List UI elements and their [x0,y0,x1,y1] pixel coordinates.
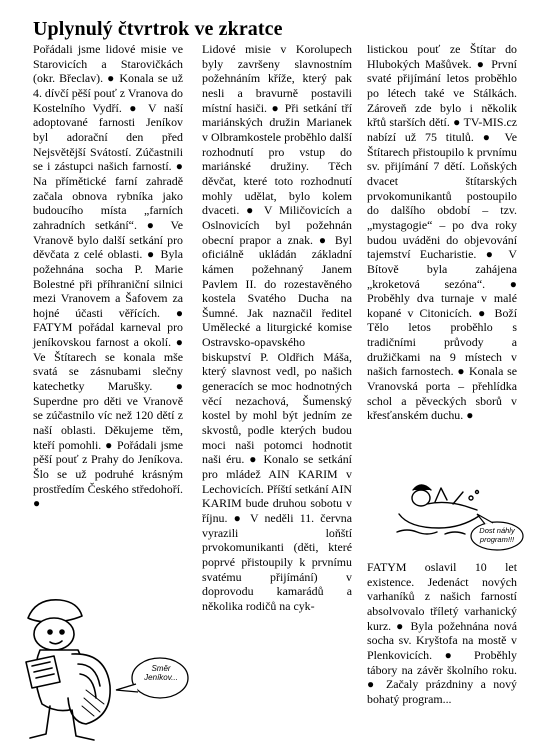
boat-speech-bubble: Dost náhly program!!! [479,526,515,544]
boat-cartoon [395,470,525,555]
page-title: Uplynulý čtvrtrok ve zkratce [33,18,283,40]
column-2-text: Lidové misie v Korolupech byly završeny slavnostním požehnáním kříže, který pak nesli a bravurně postavili místní hasiči. ● Při setkání tří mariánských družin Marianek v Olbramkostele proběhlo další rozhodnutí pro vstup do mariánské družiny. Těch děvčat, které toto rozhodnutí mohly udělat, bylo kolem dvaceti. ● V Miličovicích a Oslnovicích byl požehnán obecní prapor a znak. ● Byl oficiálně ukládán základní kámen požehnaný Janem Pavlem II. do rozestavěného kostela Svatého Ducha na Šumné. Jak naznačil ředitel Umělecké a liturgické komise Ostravsko-opavského biskupství P. Oldřich Máša, který slavnost vedl, po našich generacích se moc hodnotných věcí nezachová, Šumenský kostel by mohl být jedním ze skvostů, podle kterých budou moci naši potomci hodnotit naši éru. ● Konalo se setkání pro mládež AIN KARIM v Lechovicích. Příští setkání AIN KARIM bude druhou sobotu v říjnu. ● V neděli 11. června vyrazili loňští prvokomunikanti (děti, které poprvé přistoupily k prvnímu svatému přijímání) v doprovodu kamarádů a několika rodičů na cyk- [202,42,352,613]
hiker-speech-bubble: Směr Jeníkov... [144,664,178,682]
column-3-bottom-text: FATYM oslavil 10 let existence. Jedenáct nových varhaníků z našich farností absolvovalo tříletý varhanický kurz. ● Byla požehnána nová socha sv. Kryštofa na mostě v Plenkovicích. ● Proběhly tábory na závěr školního roku. ● Začaly prázdniny a nový bohatý program... [367,560,517,706]
column-1-text: Pořádali jsme lidové misie ve Starovicích a Starovičkách (okr. Břeclav). ● Konala se už 4. dívčí pěší pouť z Vranova do Kostelního Vydří. ● V naší adoptované farnosti Jeníkov byl adorační den před Nejsvětější Svátostí. Zúčastnili se i zástupci našich farností. ● Na přímětické farní zahradě začala obnova rybníka jako budoucího místa „farních zahradních setkání“. ● Ve Vranově bylo další setkání pro děvčata z celé oblasti. ● Byla požehnána socha P. Marie Bolestné při příhraniční silnici mezi Vranovem a Šafovem za hojné účasti věřících. ● FATYM pořádal karneval pro jeníkovskou farnost a okolí. ● Ve Štítarech se konala mše svatá se zásnubami slečny katechetky Marušky. ● Superdne pro děti ve Vranově se zúčastnilo víc než 120 dětí z naší oblasti. Děkujeme těm, kteří pomohli. ● Pořádali jsme pěší pouť z Prahy do Jeníkova. Šlo se už podruhé krásným prostředím Českého středohoří. ● [33,42,183,511]
column-2 [202,42,352,722]
column-3-bottom [367,560,517,740]
hiker-cartoon [20,594,195,744]
column-3 [367,42,517,482]
column-1 [33,42,183,602]
column-3-text: listickou pouť ze Štítar do Hlubokých Mašůvek. ● První svaté přijímání letos proběhlo po létech také ve Stálkách. Zároveň zde bylo i několik křtů starších dětí. ● TV-MIS.cz nabízí už 75 titulů. ● Ve Štítarech přistoupilo k prvnímu sv. přijímání 7 dětí. Loňských dvacet štítarských prvokomunikantů postoupilo do dalšího období – tzv. „mystagogie“ – po dva roky budou uváděni do objevování tajemství Eucharistie. ● V Bítově byla zahájena „kroketová sezóna“. ● Proběhly dva turnaje v malé kopané v Citonicích. ● Boží Tělo letos proběhlo s tradičními průvody a družičkami na 9 místech v našich farnostech. ● Konala se Vranovská porta – přehlídka schol a pěveckých sborů v křesťanském duchu. ● [367,42,517,423]
